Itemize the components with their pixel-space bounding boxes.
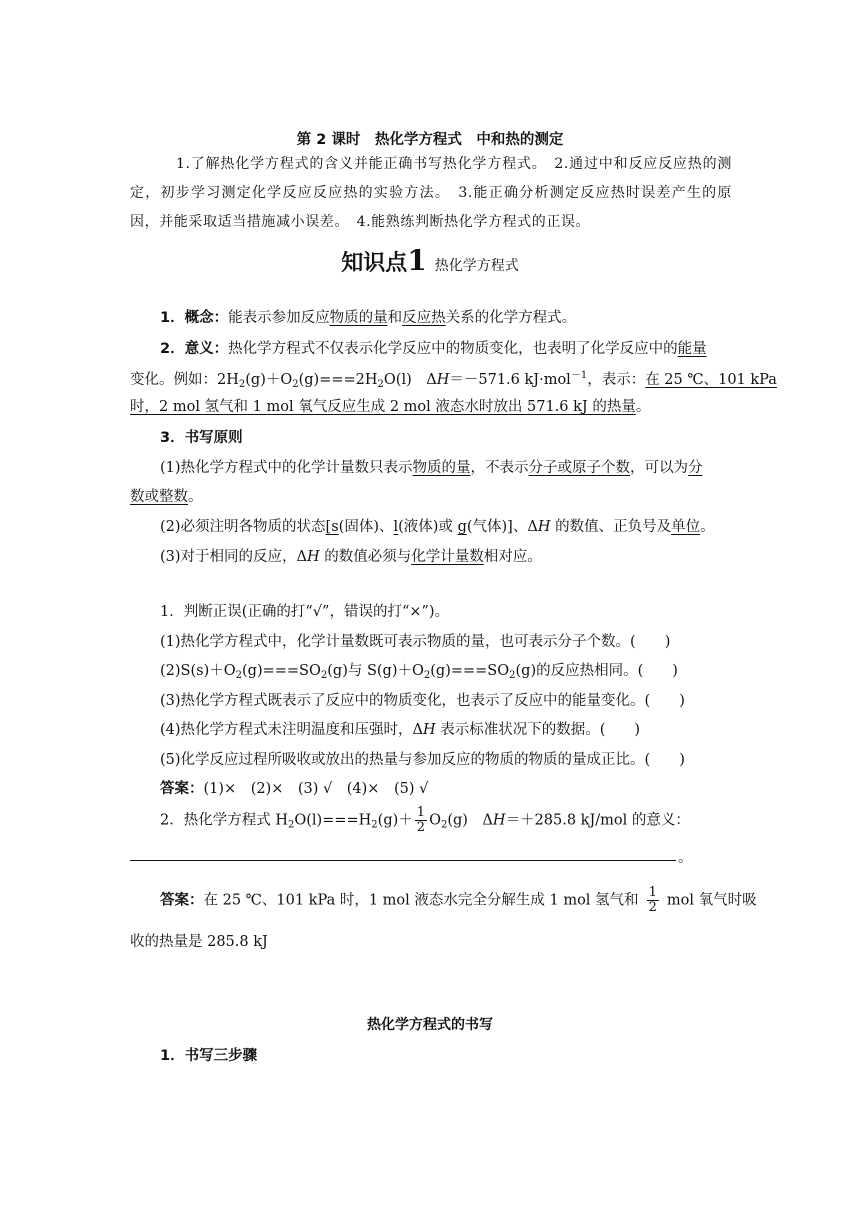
- answer-blank-line: [130, 846, 676, 861]
- exercise2-answer: 答案：在 25 ℃、101 kPa 时，1 mol 液态水完全分解生成 1 mol 氢气和 $\frac{1}{2}$ mol 氧气时吸: [160, 885, 757, 915]
- blank-end-mark: 。: [678, 850, 693, 866]
- exercise1-item-5: (5)化学反应过程所吸收或放出的热量与参加反应的物质的物质的量成正比。( ): [160, 752, 685, 768]
- knowledge-point-heading: 知识点1 热化学方程式: [341, 244, 519, 277]
- exercise2-prompt: 2．热化学方程式 $H_2O(l)===H_2(g)+$ $\frac{1}{2}$ $O_2(g)$ ΔH＝＋285.8 kJ/mol 的意义：: [160, 805, 690, 835]
- meaning-line-2: 变化。例如：$2H_2(g)+O_2(g)===2H_2O(l)$ ΔH＝－571.6 kJ·mol$^{-1}$，表示：在 25 ℃、101 kPa: [130, 370, 777, 390]
- exercise1-prompt: 1．判断正误(正确的打“√”，错误的打“×”)。: [160, 604, 450, 620]
- exercise1-item-4: (4)热化学方程式未注明温度和压强时，ΔH 表示标准状况下的数据。( ): [160, 722, 641, 738]
- principle-1: (1)热化学方程式中的化学计量数只表示物质的量，不表示分子或原子个数，可以为分: [160, 460, 703, 476]
- principle-1-cont: 数或整数。: [130, 489, 203, 505]
- principle-3: (3)对于相同的反应，ΔH 的数值必须与化学计量数相对应。: [160, 549, 542, 565]
- concept-line: 1．概念：能表示参加反应物质的量和反应热关系的化学方程式。: [160, 310, 577, 326]
- steps-heading: 1．书写三步骤: [160, 1048, 258, 1064]
- meaning-line-1: 2．意义：热化学方程式不仅表示化学反应中的物质变化，也表明了化学反应中的能量: [160, 341, 707, 357]
- exercise1-item-1: (1)热化学方程式中，化学计量数既可表示物质的量，也可表示分子个数。( ): [160, 634, 671, 650]
- meaning-line-3: 时，2 mol 氢气和 1 mol 氧气反应生成 2 mol 液态水时放出 571.6 kJ 的热量。: [130, 399, 651, 415]
- exercise1-item-3: (3)热化学方程式既表示了反应中的物质变化，也表示了反应中的能量变化。( ): [160, 693, 685, 709]
- page-title: 第 2 课时 热化学方程式 中和热的测定: [296, 132, 564, 148]
- exercise1-item-2: $(2)S(s)+O_2(g)===SO_2(g)$与 $S(g)+O_2(g)===SO_2(g)$的反应热相同。( ): [160, 663, 678, 681]
- exercise2-answer-cont: 收的热量是 285.8 kJ: [130, 934, 268, 950]
- principles-heading: 3．书写原则: [160, 430, 243, 446]
- exercise1-answer: 答案：(1)× (2)× (3) √ (4)× (5) √: [160, 781, 429, 797]
- fraction-one-half: $\frac{1}{2}$: [416, 805, 426, 835]
- principle-2: (2)必须注明各物质的状态[s(固体)、l(液体)或 g(气体)]、ΔH 的数值、正负号及单位。: [160, 519, 715, 535]
- learning-objectives: 1.了解热化学方程式的含义并能正确书写热化学方程式。 2.通过中和反应反应热的测定，初步学习测定化学反应反应热的实验方法。 3.能正确分析测定反应热时误差产生的原因，并能采取适当措施减小误差。 4.能熟练判断热化学方程式的正误。: [130, 156, 732, 230]
- section-title: 热化学方程式的书写: [367, 1017, 493, 1033]
- fraction-one-half: $\frac{1}{2}$: [648, 885, 657, 915]
